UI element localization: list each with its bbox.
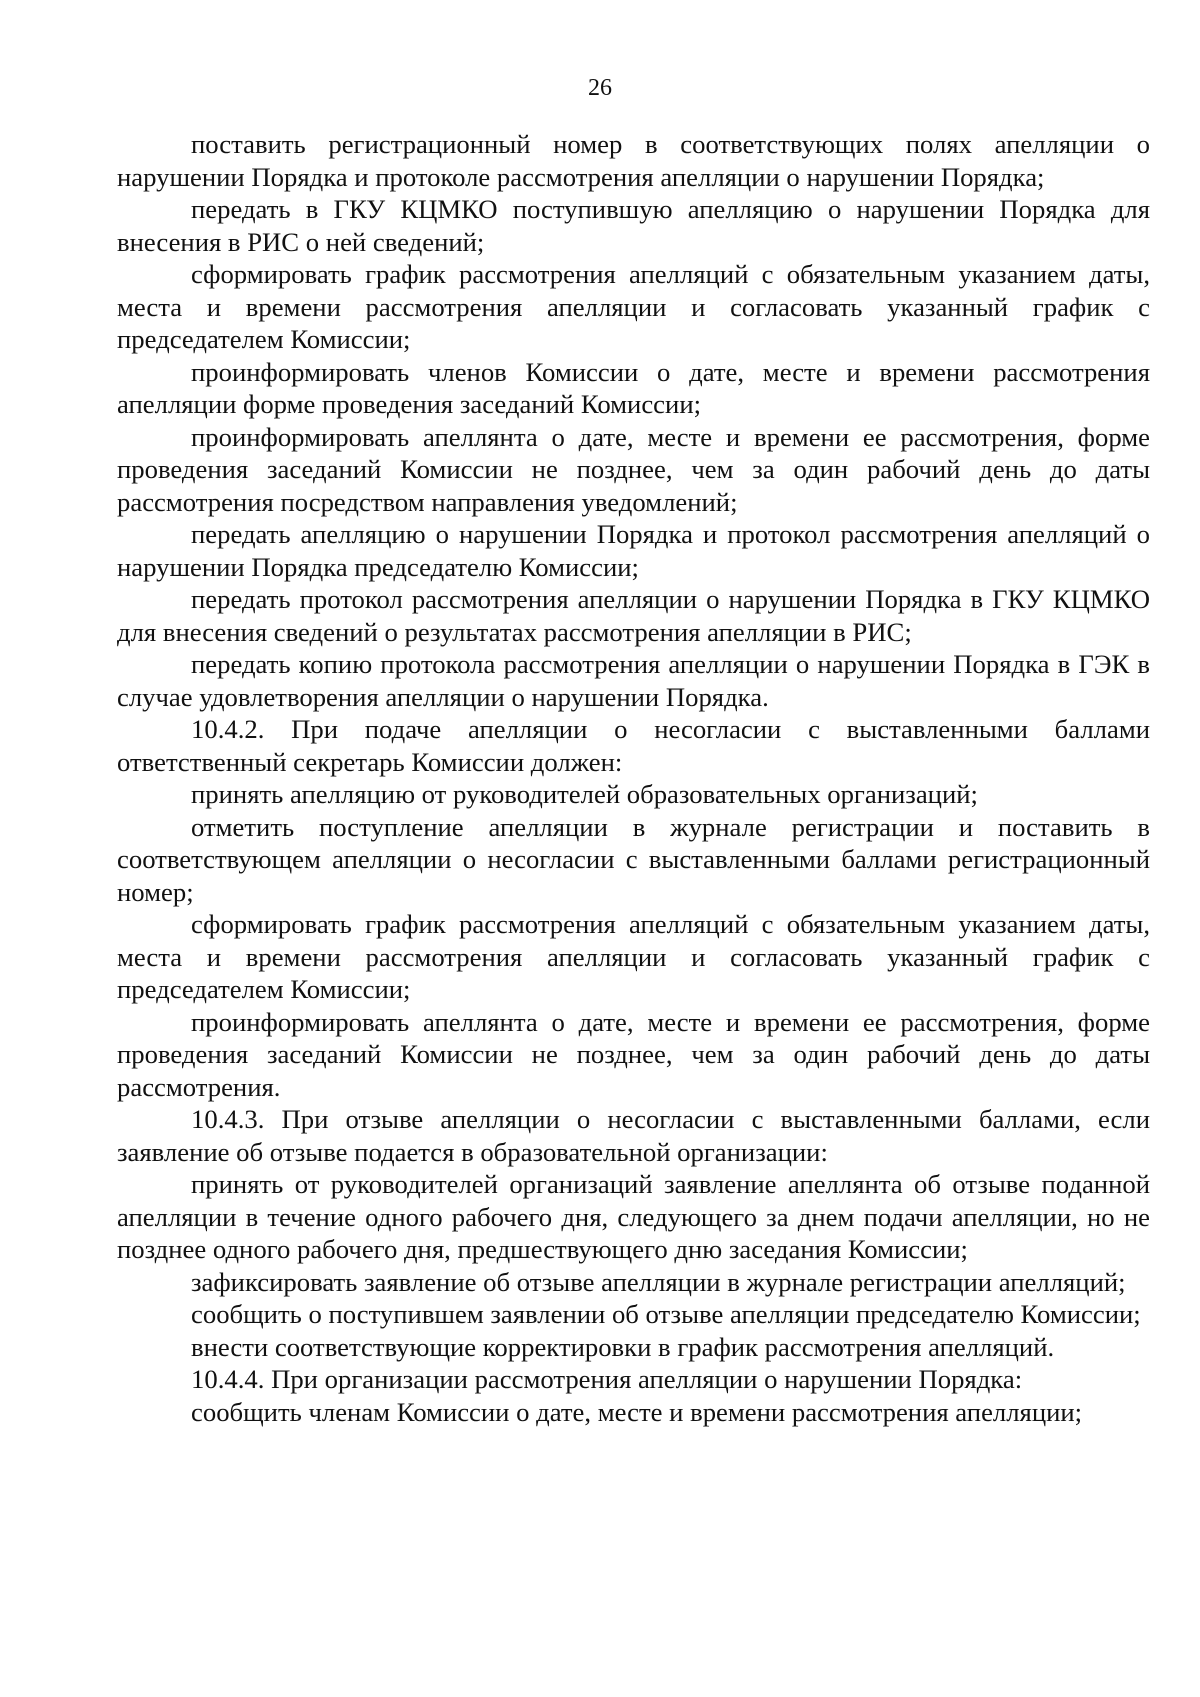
paragraph: отметить поступление апелляции в журнале регистрации и поставить в соответствующем апелляции о несогласии с выставленными баллами регистрационный номер; xyxy=(117,811,1150,907)
paragraph: передать копию протокола рассмотрения апелляции о нарушении Порядка в ГЭК в случае удовлетворения апелляции о нарушении Порядка. xyxy=(117,649,1150,712)
page-number: 26 xyxy=(588,75,612,101)
document-body xyxy=(117,128,1150,1428)
paragraph: принять апелляцию от руководителей образовательных организаций; xyxy=(191,779,978,809)
paragraph: сформировать график рассмотрения апелляций с обязательным указанием даты, места и времени рассмотрения апелляции и согласовать указанный график с председателем Комиссии; xyxy=(117,909,1150,1004)
paragraph: проинформировать апеллянта о дате, месте и времени ее рассмотрения, форме проведения заседаний Комиссии не позднее, чем за один рабочий день до даты рассмотрения. xyxy=(117,1006,1150,1102)
section-paragraph-10-4-2: 10.4.2. При подаче апелляции о несогласии с выставленными баллами ответственный секретарь Комиссии должен: xyxy=(117,714,1150,777)
paragraph: поставить регистрационный номер в соответствующих полях апелляции о нарушении Порядка и протоколе рассмотрения апелляции о нарушении Порядка; xyxy=(117,129,1150,192)
paragraph: передать протокол рассмотрения апелляции о нарушении Порядка в ГКУ КЦМКО для внесения сведений о результатах рассмотрения апелляции в РИС; xyxy=(117,584,1150,647)
section-paragraph-10-4-4: 10.4.4. При организации рассмотрения апелляции о нарушении Порядка: xyxy=(191,1364,1023,1394)
paragraph: проинформировать членов Комиссии о дате, месте и времени рассмотрения апелляции форме проведения заседаний Комиссии; xyxy=(117,356,1150,419)
paragraph: проинформировать апеллянта о дате, месте и времени ее рассмотрения, форме проведения заседаний Комиссии не позднее, чем за один рабочий день до даты рассмотрения посредством направления уведомлений; xyxy=(117,421,1150,517)
section-paragraph-10-4-3: 10.4.3. При отзыве апелляции о несогласии с выставленными баллами, если заявление об отзыве подается в образовательной организации: xyxy=(117,1104,1150,1167)
paragraph: зафиксировать заявление об отзыве апелляции в журнале регистрации апелляций; xyxy=(191,1266,1126,1297)
paragraph: принять от руководителей организаций заявление апеллянта об отзыве поданной апелляции в течение одного рабочего дня, следующего за днем подачи апелляции, но не позднее одного рабочего дня, предшествующего дню заседания Комиссии; xyxy=(117,1169,1150,1264)
paragraph: передать апелляцию о нарушении Порядка и протокол рассмотрения апелляций о нарушении Порядка председателю Комиссии; xyxy=(117,519,1150,582)
paragraph: сообщить о поступившем заявлении об отзыве апелляции председателю Комиссии; xyxy=(191,1299,1141,1329)
paragraph: сообщить членам Комиссии о дате, месте и времени рассмотрения апелляции; xyxy=(191,1396,1083,1427)
paragraph: внести соответствующие корректировки в график рассмотрения апелляций. xyxy=(191,1331,1055,1362)
paragraph: сформировать график рассмотрения апелляций с обязательным указанием даты, места и времени рассмотрения апелляции и согласовать указанный график с председателем Комиссии; xyxy=(117,259,1150,354)
paragraph: передать в ГКУ КЦМКО поступившую апелляцию о нарушении Порядка для внесения в РИС о ней сведений; xyxy=(117,194,1150,257)
